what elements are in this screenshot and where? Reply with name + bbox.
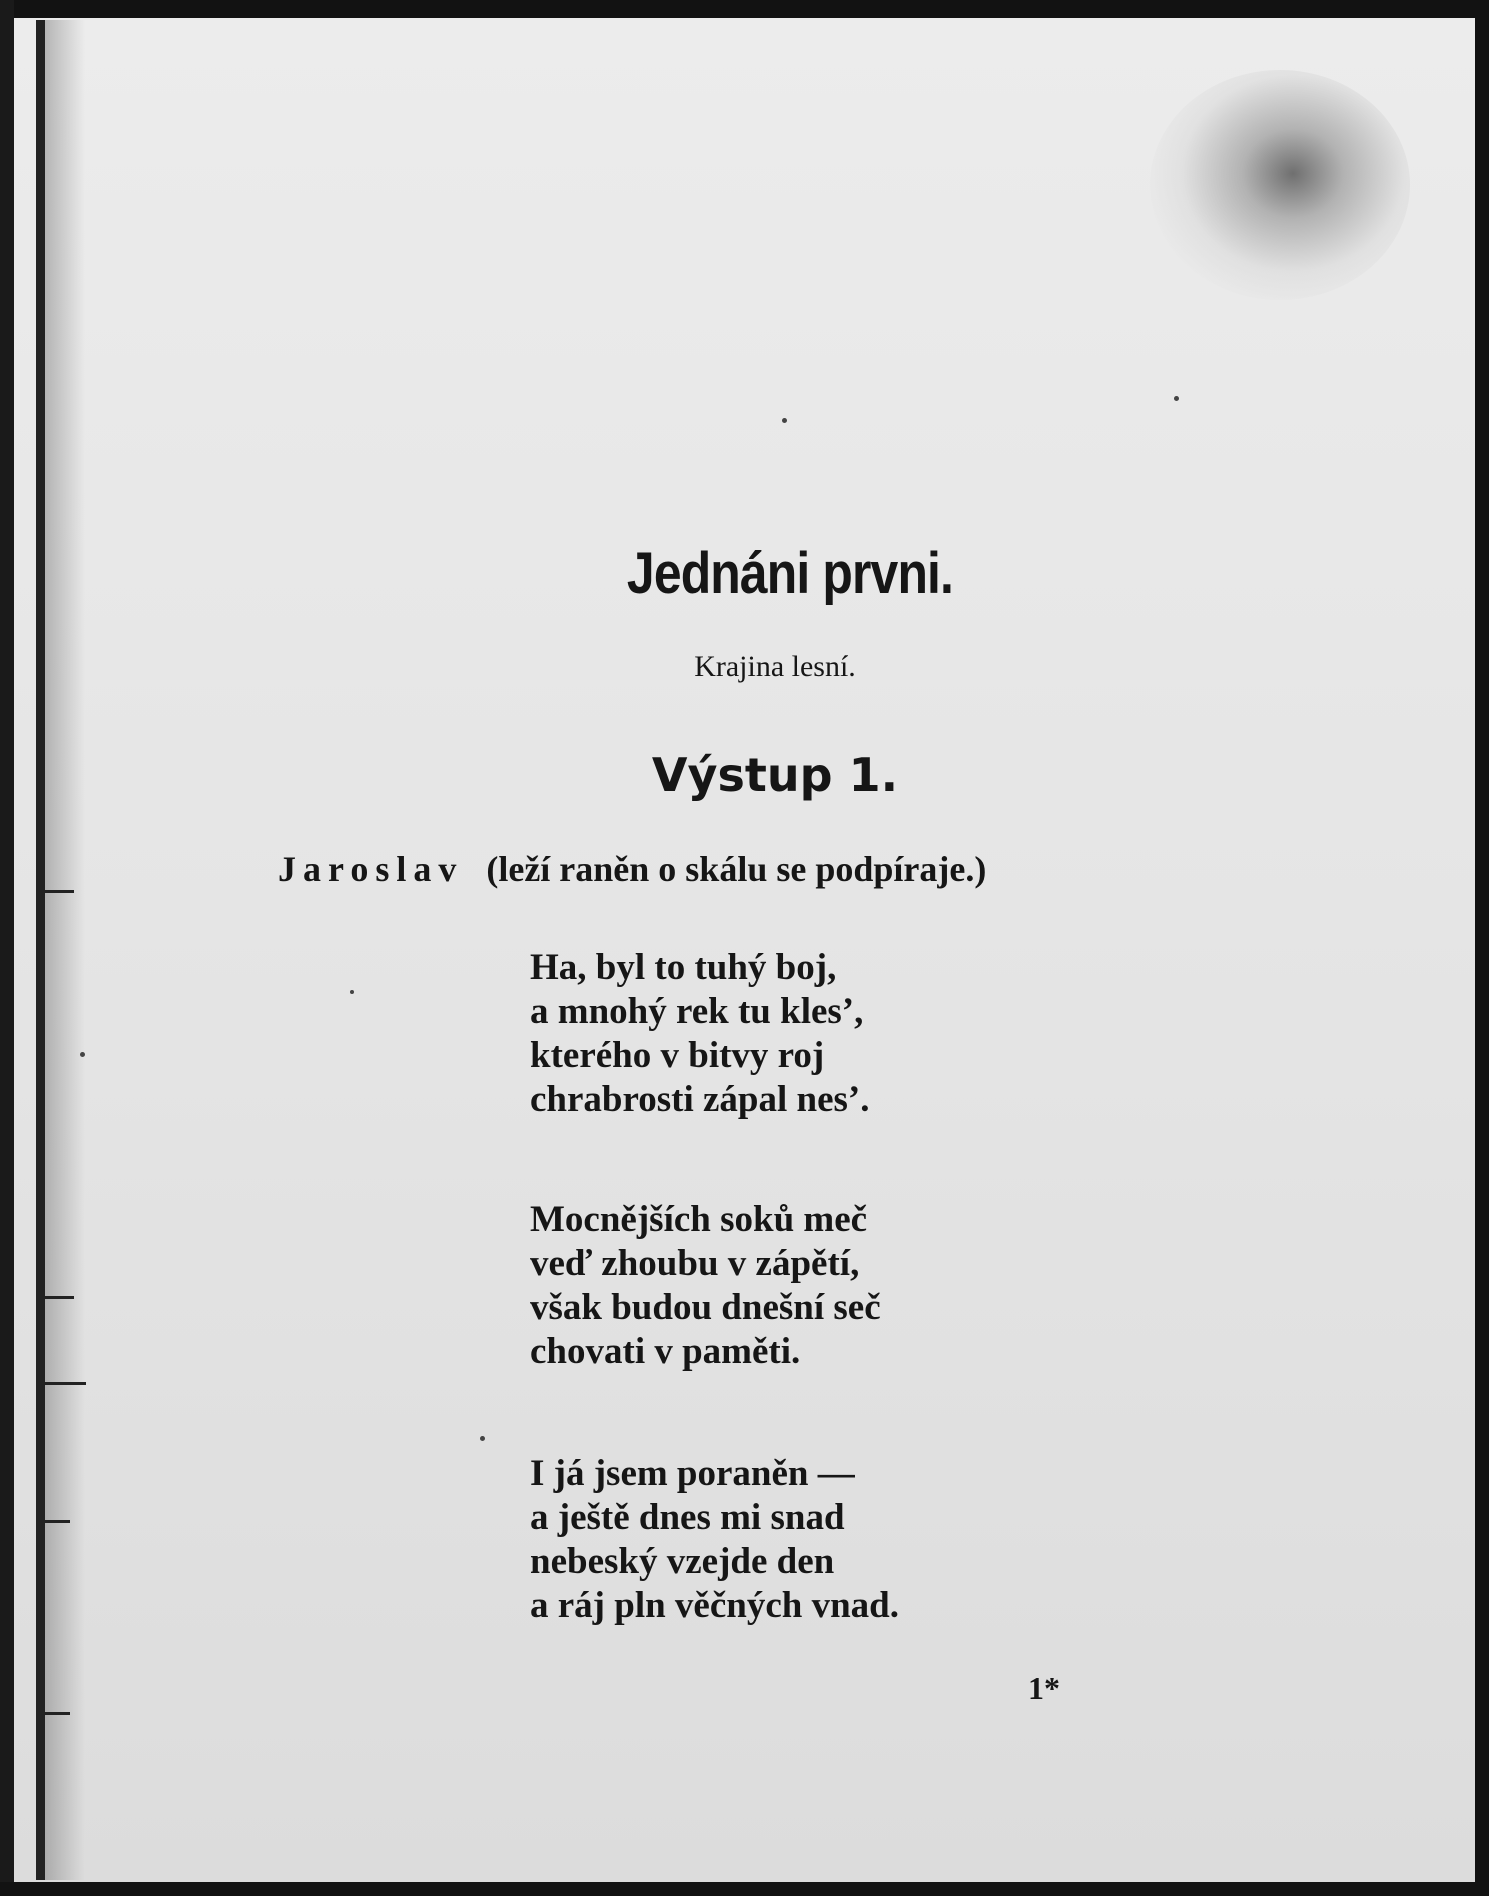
verse-line: I já jsem poraněn —	[530, 1453, 855, 1494]
binding-mark	[40, 1296, 74, 1299]
verse-line: chrabrosti zápal nes’.	[530, 1079, 870, 1120]
paper-speck	[1174, 396, 1179, 401]
scan-border-top	[0, 0, 1489, 18]
verse-line: a mnohý rek tu kles’,	[530, 991, 864, 1032]
verse-line: kterého v bitvy roj	[530, 1035, 825, 1076]
act-title: Jednáni prvni.	[626, 541, 954, 606]
paper-speck	[80, 1052, 85, 1057]
verse-line: Ha, byl to tuhý boj,	[530, 947, 837, 988]
binding-mark	[40, 1382, 86, 1385]
scene-setting: Krajina lesní.	[694, 650, 856, 683]
verse-line: Mocnějších soků meč	[530, 1199, 868, 1240]
binding-mark	[40, 890, 74, 893]
paper-speck	[350, 990, 354, 994]
verse-stanza	[530, 1198, 881, 1374]
verse-line: veď zhoubu v zápětí,	[530, 1243, 860, 1284]
verse-line: nebeský vzejde den	[530, 1541, 835, 1582]
binding-gutter	[36, 20, 45, 1880]
scene-heading: Výstup 1.	[651, 748, 899, 802]
verse-stanza	[530, 946, 870, 1122]
speaker-name: Jaroslav	[278, 849, 464, 889]
verse-stanza	[530, 1452, 899, 1628]
signature-mark: 1*	[1028, 1670, 1060, 1706]
binding-mark	[40, 1520, 70, 1523]
verse-line: a ještě dnes mi snad	[530, 1497, 845, 1538]
scan-border-left	[0, 0, 14, 1896]
binding-mark	[40, 1712, 70, 1715]
paper-stain	[1150, 70, 1410, 300]
scan-border-right	[1475, 0, 1489, 1896]
verse-line: chovati v paměti.	[530, 1331, 801, 1372]
paper-speck	[480, 1436, 485, 1441]
verse-line: však budou dnešní seč	[530, 1287, 881, 1328]
scan-border-bottom	[0, 1882, 1489, 1896]
paper-speck	[782, 418, 787, 423]
binding-shadow	[45, 20, 85, 1880]
direction-text: (leží raněn o skálu se podpíraje.)	[486, 849, 987, 889]
verse-line: a ráj pln věčných vnad.	[530, 1585, 900, 1626]
stage-direction	[278, 848, 986, 890]
